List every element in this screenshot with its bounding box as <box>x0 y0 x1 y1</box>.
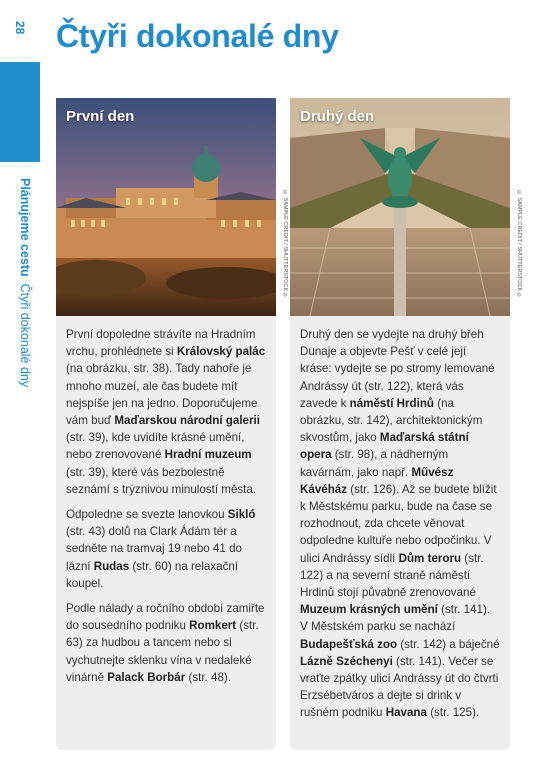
text-run: Odpoledne se svezte lanovkou <box>66 508 228 522</box>
text-run: (str. 98), a nádherným kavárnám, jako např. <box>300 448 449 479</box>
text-run: Druhý den se vydejte na druhý břeh Dunaje a objevte Pešť v celé její kráse: vydejte se po stromy lemované Andrássy út (str. 122), která vás zavede k <box>300 328 495 410</box>
bold-term: Művész Kávéház <box>300 465 454 496</box>
bold-term: Královský palác <box>176 345 266 359</box>
sidebar-color-tab <box>0 62 40 162</box>
text-run: První dopoledne strávíte na Hradním vrchu, prohlédnete si <box>66 328 256 359</box>
day-card-second <box>290 98 510 750</box>
bold-term: Havana <box>385 706 427 720</box>
paragraph <box>66 506 266 592</box>
day-card-first <box>56 98 276 750</box>
text-run: (str. 141). Večer se vraťte zpátky ulicí Andrássy út do čtvrti Erzsébetváros a dejte si drink v rušném podniku <box>300 654 499 720</box>
text-run: (str. 142) a báječné <box>397 637 500 651</box>
bold-term: Budapešťská zoo <box>300 637 398 651</box>
text-run: (str. 125). <box>426 706 480 720</box>
buda-castle-illustration <box>56 98 276 316</box>
bold-term: náměstí Hrdinů <box>349 396 435 410</box>
paragraph <box>300 326 500 722</box>
text-run: (str. 63) za hudbou a tancem nebo si vychutnejte sklenku vína v nedaleké vinárně <box>66 619 259 684</box>
card-heading: Druhý den <box>300 108 375 125</box>
text-run: (na obrázku, str. 142), architektonickým skvostům, jako <box>300 396 483 445</box>
sidebar-section: Plánujeme cestu <box>18 178 32 277</box>
heroes-square-photo <box>290 98 510 316</box>
text-run: (str. 39), kde uvidíte krásné umění, nebo zrenovované <box>66 431 245 462</box>
sidebar-subsection: Čtyři dokonalé dny <box>18 283 32 388</box>
text-run: (str. 122) a na severní straně náměstí Hrdinů stojí půvabně zrenovované <box>300 551 484 600</box>
bold-term: Lázně Széchenyi <box>300 654 393 668</box>
bold-term: Hradní muzeum <box>164 448 252 462</box>
paragraph <box>66 600 266 686</box>
bold-term: Romkert <box>189 619 237 633</box>
page-number: 28 <box>13 21 27 35</box>
sidebar-chapter-label <box>8 178 32 408</box>
text-run: (str. 60) na relaxační koupel. <box>66 559 239 590</box>
bold-term: Palack Borbár <box>107 670 186 684</box>
paragraph <box>66 326 266 498</box>
bold-term: Rudas <box>93 559 130 573</box>
text-run: (na obrázku, str. 38). Tady nahoře je mnoho muzeí, ale čas budete mít nejspíše jen na jedno. Doporučujeme vám buď <box>66 362 258 428</box>
text-run: (str. 126). Až se budete blížit k Městskému parku, bude na čase se rozhodnout, zda chcete věnovat odpoledne kultuře nebo odpočinku. V ulici Andrássy sídlí <box>300 482 497 565</box>
buda-castle-photo <box>56 98 276 316</box>
bold-term: Sikló <box>227 508 256 522</box>
heroes-square-illustration <box>290 98 510 316</box>
card-body <box>290 316 510 722</box>
text-run: (str. 39), které vás bezbolestně seznámí s trýznivou minulostí města. <box>66 465 257 496</box>
text-run: (str. 48). <box>185 670 231 684</box>
text-run: Podle nálady a ročního období zamiřte do sousedního podniku <box>66 602 265 633</box>
text-run: (str. 43) dolů na Clark Ádám tér a sedněte na tramvaj 19 nebo 41 do lázní <box>66 525 242 573</box>
bold-term: Muzeum krásných umění <box>300 603 438 617</box>
bold-term: Dům teroru <box>398 551 462 565</box>
page-title: Čtyři dokonalé dny <box>56 18 339 54</box>
photo-credit: © SAMPLE CREDIT / SHUTTERSTOCK © <box>516 190 522 299</box>
bold-term: Maďarskou národní galerii <box>114 414 260 428</box>
card-heading: První den <box>66 108 135 125</box>
bold-term: Maďarská státní opera <box>300 431 469 462</box>
card-body <box>56 316 276 686</box>
photo-credit: © SAMPLE CREDIT / SHUTTERSTOCK © <box>282 190 288 299</box>
text-run: (str. 141). V Městském parku se nachází <box>300 603 491 634</box>
